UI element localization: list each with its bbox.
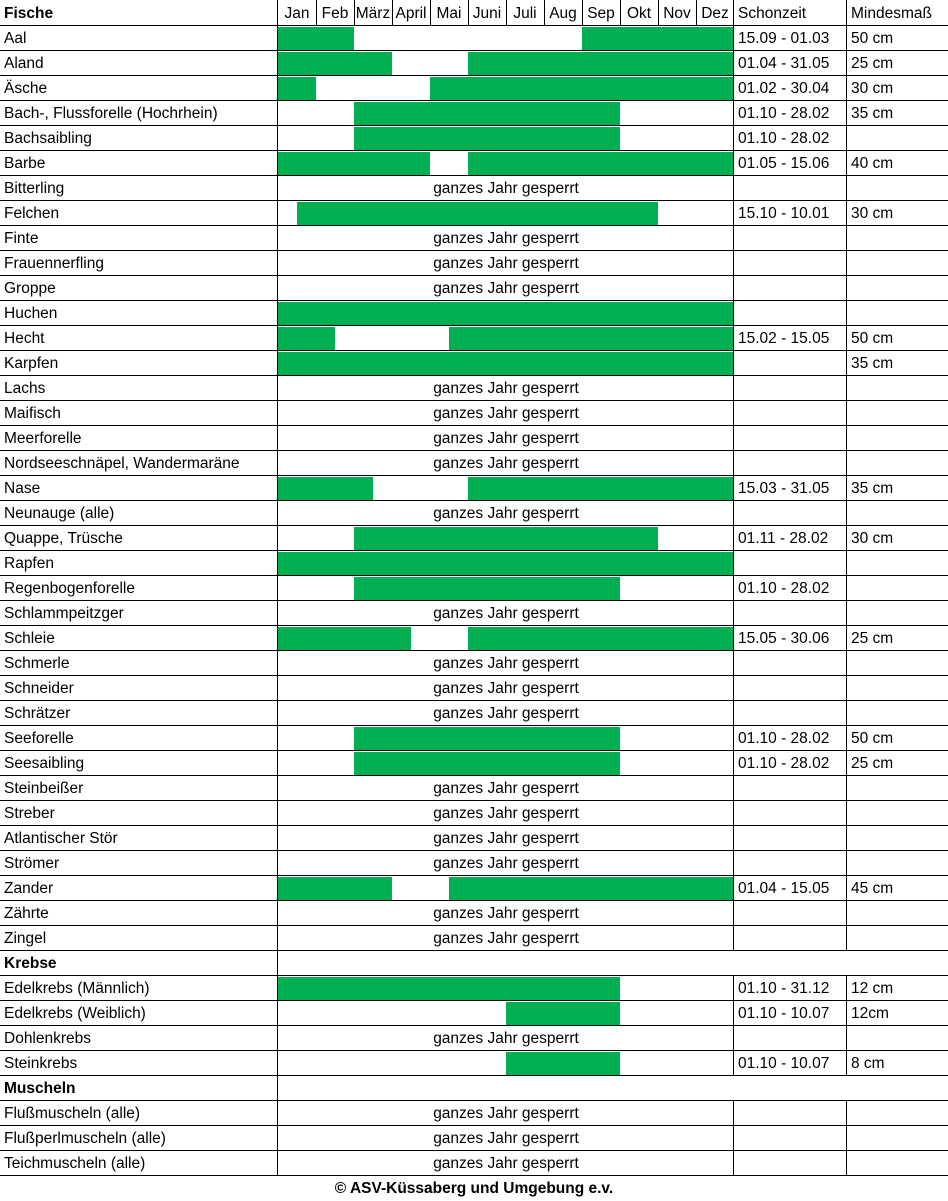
schonzeit-value: 15.03 - 31.05 [738, 480, 830, 497]
open-season-bar [278, 302, 734, 326]
fish-name: Aal [4, 30, 27, 47]
open-season-bar [468, 52, 734, 76]
fish-name: Steinbeißer [4, 780, 84, 797]
fish-name: Barbe [4, 155, 46, 172]
grid-line-h [0, 1150, 948, 1151]
grid-line-h [0, 225, 948, 226]
closed-year-label: ganzes Jahr gesperrt [433, 280, 579, 297]
grid-line-v [506, 0, 507, 26]
open-season-bar [468, 152, 734, 176]
grid-line-h [0, 700, 948, 701]
open-season-bar [506, 1052, 620, 1076]
open-season-bar [278, 327, 335, 351]
fish-name: Bachsaibling [4, 130, 92, 147]
grid-line-v [544, 0, 545, 26]
mindestmass-value [847, 401, 948, 426]
fish-name: Zander [4, 880, 54, 897]
month-header: Juni [472, 5, 502, 22]
grid-line-h [0, 150, 948, 151]
grid-line-v [658, 0, 659, 26]
schonzeit-value: 01.10 - 28.02 [738, 730, 830, 747]
mindestmass-value: 45 cm [851, 880, 894, 897]
grid-line-h [0, 250, 948, 251]
schonzeit-value: 01.10 - 28.02 [738, 755, 830, 772]
closed-year-label: ganzes Jahr gesperrt [433, 380, 579, 397]
open-season-bar [430, 77, 734, 101]
schonzeit-value [734, 801, 847, 826]
mindestmass-value [847, 826, 948, 851]
schonzeit-value [734, 926, 847, 951]
fish-name: Bitterling [4, 180, 65, 197]
closed-year-label: ganzes Jahr gesperrt [433, 430, 579, 447]
schonzeit-value: 01.05 - 15.06 [738, 155, 830, 172]
grid-line-h [0, 400, 948, 401]
schonzeit-value [734, 601, 847, 626]
closed-year-label: ganzes Jahr gesperrt [433, 1105, 579, 1122]
closed-year-label: ganzes Jahr gesperrt [433, 605, 579, 622]
grid-line-v [354, 0, 355, 26]
fish-name: Frauennerfling [4, 255, 104, 272]
schonzeit-value [734, 901, 847, 926]
mindestmass-value: 25 cm [851, 630, 894, 647]
schonzeit-value: 15.10 - 10.01 [738, 205, 830, 222]
grid-line-h [0, 100, 948, 101]
open-season-bar [278, 877, 392, 901]
grid-line-h [0, 275, 948, 276]
month-header: Feb [321, 5, 349, 22]
mindestmass-value [847, 301, 948, 326]
month-header: Juli [513, 5, 537, 22]
grid-line-v [846, 0, 847, 1176]
fish-name: Aland [4, 55, 44, 72]
open-season-bar [354, 577, 620, 601]
mindestmass-value [847, 1126, 948, 1151]
fish-name: Flußmuscheln (alle) [4, 1105, 141, 1122]
fish-name: Seeforelle [4, 730, 74, 747]
fish-name: Meerforelle [4, 430, 82, 447]
fish-name: Schrätzer [4, 705, 71, 722]
mindestmass-value [847, 1151, 948, 1176]
section-heading: Krebse [4, 955, 57, 972]
mindestmass-value: 50 cm [851, 330, 894, 347]
grid-line-h [0, 1100, 948, 1101]
grid-line-v [696, 0, 697, 26]
schonzeit-value [734, 551, 847, 576]
fish-name: Huchen [4, 305, 58, 322]
open-season-bar [354, 127, 620, 151]
fish-name: Seesaibling [4, 755, 85, 772]
fish-name: Streber [4, 805, 55, 822]
closed-year-label: ganzes Jahr gesperrt [433, 405, 579, 422]
grid-line-h [0, 900, 948, 901]
schonzeit-value: 01.10 - 10.07 [738, 1005, 830, 1022]
section-row-fill [278, 951, 948, 975]
fish-name: Schmerle [4, 655, 70, 672]
month-header: März [355, 5, 391, 22]
schonzeit-value [734, 651, 847, 676]
section-row-fill [278, 1076, 948, 1100]
header-fische: Fische [4, 5, 54, 22]
mindestmass-value: 35 cm [851, 480, 894, 497]
mindestmass-value [847, 551, 948, 576]
grid-line-v [620, 0, 621, 26]
mindestmass-value [847, 926, 948, 951]
fish-name: Steinkrebs [4, 1055, 78, 1072]
mindestmass-value [847, 601, 948, 626]
grid-line-h [0, 875, 948, 876]
mindestmass-value [847, 651, 948, 676]
grid-line-h [0, 975, 948, 976]
mindestmass-value: 30 cm [851, 205, 894, 222]
fish-name: Karpfen [4, 355, 59, 372]
closed-year-label: ganzes Jahr gesperrt [433, 180, 579, 197]
mindestmass-value: 30 cm [851, 530, 894, 547]
mindestmass-value: 35 cm [851, 355, 894, 372]
fish-name: Strömer [4, 855, 60, 872]
closed-year-label: ganzes Jahr gesperrt [433, 855, 579, 872]
grid-line-h [0, 750, 948, 751]
header-mindestmass: Mindesmaß [851, 5, 932, 22]
schonzeit-value: 15.05 - 30.06 [738, 630, 830, 647]
fish-name: Teichmuscheln (alle) [4, 1155, 146, 1172]
schonzeit-value [734, 276, 847, 301]
mindestmass-value [847, 276, 948, 301]
copyright-footer: © ASV-Küssaberg und Umgebung e.v. [334, 1180, 614, 1197]
grid-line-h [0, 800, 948, 801]
grid-line-h [0, 75, 948, 76]
mindestmass-value [847, 1101, 948, 1126]
schonzeit-value [734, 1151, 847, 1176]
fish-name: Nordseeschnäpel, Wandermaräne [4, 455, 240, 472]
grid-line-h [0, 325, 948, 326]
schonzeit-value: 01.10 - 10.07 [738, 1055, 830, 1072]
grid-line-h [0, 175, 948, 176]
schonzeit-value [734, 826, 847, 851]
month-header: Okt [626, 5, 652, 22]
closed-year-label: ganzes Jahr gesperrt [433, 930, 579, 947]
header-schonzeit: Schonzeit [738, 5, 807, 22]
open-season-bar [506, 1002, 620, 1026]
month-header: Nov [663, 5, 691, 22]
mindestmass-value: 30 cm [851, 80, 894, 97]
grid-line-h [0, 675, 948, 676]
closed-year-label: ganzes Jahr gesperrt [433, 1155, 579, 1172]
mindestmass-value [847, 501, 948, 526]
mindestmass-value: 50 cm [851, 30, 894, 47]
fish-name: Flußperlmuscheln (alle) [4, 1130, 166, 1147]
fish-name: Nase [4, 480, 41, 497]
grid-line-h [0, 1000, 948, 1001]
grid-line-v [392, 0, 393, 26]
schonzeit-value: 01.10 - 31.12 [738, 980, 830, 997]
schonzeit-value [734, 1126, 847, 1151]
mindestmass-value: 40 cm [851, 155, 894, 172]
schonzeit-value: 15.02 - 15.05 [738, 330, 830, 347]
closed-year-label: ganzes Jahr gesperrt [433, 655, 579, 672]
open-season-bar [297, 202, 658, 226]
open-season-bar [278, 552, 734, 576]
open-season-bar [468, 627, 734, 651]
grid-line-v [277, 0, 278, 1176]
closed-year-label: ganzes Jahr gesperrt [433, 780, 579, 797]
section-heading: Muscheln [4, 1080, 76, 1097]
schonzeit-value: 01.10 - 28.02 [738, 580, 830, 597]
month-header: Dez [701, 5, 729, 22]
grid-line-v [430, 0, 431, 26]
mindestmass-value [847, 901, 948, 926]
fish-name: Finte [4, 230, 39, 247]
month-header: Aug [549, 5, 577, 22]
mindestmass-value: 50 cm [851, 730, 894, 747]
grid-line-h [0, 125, 948, 126]
schonzeit-value [734, 851, 847, 876]
grid-line-v [733, 0, 734, 1176]
grid-line-h [0, 725, 948, 726]
closed-year-label: ganzes Jahr gesperrt [433, 1130, 579, 1147]
mindestmass-value: 25 cm [851, 755, 894, 772]
schonzeit-value: 01.11 - 28.02 [738, 530, 829, 547]
schonzeit-value [734, 226, 847, 251]
mindestmass-value [847, 226, 948, 251]
open-season-bar [278, 477, 373, 501]
grid-line-h [0, 425, 948, 426]
schonzeit-value [734, 776, 847, 801]
grid-line-h [0, 350, 948, 351]
schonzeit-value [734, 451, 847, 476]
grid-line-h [0, 450, 948, 451]
fish-name: Schneider [4, 680, 74, 697]
grid-line-h [0, 850, 948, 851]
grid-line-h [0, 575, 948, 576]
fish-name: Neunauge (alle) [4, 505, 115, 522]
fish-name: Dohlenkrebs [4, 1030, 92, 1047]
grid-line-h [0, 775, 948, 776]
grid-line-v [468, 0, 469, 26]
fish-name: Rapfen [4, 555, 54, 572]
open-season-bar [278, 152, 430, 176]
grid-line-h [0, 375, 948, 376]
closed-year-label: ganzes Jahr gesperrt [433, 805, 579, 822]
mindestmass-value [847, 426, 948, 451]
schonzeit-value [734, 676, 847, 701]
fish-name: Schleie [4, 630, 55, 647]
fish-name: Bach-, Flussforelle (Hochrhein) [4, 105, 218, 122]
closed-year-label: ganzes Jahr gesperrt [433, 455, 579, 472]
grid-line-h [0, 1025, 948, 1026]
mindestmass-value: 8 cm [851, 1055, 885, 1072]
schonzeit-value: 01.10 - 28.02 [738, 130, 830, 147]
grid-line-h [0, 500, 948, 501]
mindestmass-value: 12cm [851, 1005, 889, 1022]
grid-line-h [0, 600, 948, 601]
grid-line-h [0, 550, 948, 551]
fish-name: Quappe, Trüsche [4, 530, 123, 547]
open-season-bar [354, 752, 620, 776]
grid-line-h [0, 25, 948, 26]
closed-year-label: ganzes Jahr gesperrt [433, 255, 579, 272]
mindestmass-value [847, 176, 948, 201]
fish-name: Hecht [4, 330, 45, 347]
fish-name: Äsche [4, 80, 48, 97]
grid-line-v [582, 0, 583, 26]
closed-year-label: ganzes Jahr gesperrt [433, 905, 579, 922]
schonzeit-value [734, 501, 847, 526]
open-season-bar [449, 327, 734, 351]
month-header: Sep [587, 5, 615, 22]
mindestmass-value [847, 576, 948, 601]
fish-name: Maifisch [4, 405, 61, 422]
mindestmass-value [847, 851, 948, 876]
schonzeit-value [734, 351, 847, 376]
schonzeit-value: 01.04 - 15.05 [738, 880, 830, 897]
grid-line-h [0, 50, 948, 51]
grid-line-h [0, 1125, 948, 1126]
open-season-bar [278, 627, 411, 651]
mindestmass-value [847, 376, 948, 401]
mindestmass-value [847, 701, 948, 726]
fish-name: Atlantischer Stör [4, 830, 118, 847]
fish-name: Regenbogenforelle [4, 580, 135, 597]
schonzeit-value: 15.09 - 01.03 [738, 30, 830, 47]
mindestmass-value [847, 801, 948, 826]
closed-year-label: ganzes Jahr gesperrt [433, 680, 579, 697]
schonzeit-value: 01.10 - 28.02 [738, 105, 830, 122]
grid-line-h [0, 925, 948, 926]
open-season-bar [354, 727, 620, 751]
fish-name: Groppe [4, 280, 56, 297]
grid-line-h [0, 475, 948, 476]
schonzeit-value [734, 376, 847, 401]
open-season-bar [278, 27, 354, 51]
fish-name: Edelkrebs (Weiblich) [4, 1005, 146, 1022]
schonzeit-value [734, 301, 847, 326]
fish-name: Felchen [4, 205, 60, 222]
fish-name: Zingel [4, 930, 47, 947]
open-season-bar [278, 977, 620, 1001]
open-season-bar [278, 352, 734, 376]
grid-line-h [0, 625, 948, 626]
grid-line-v [316, 0, 317, 26]
schonzeit-value [734, 401, 847, 426]
mindestmass-value: 35 cm [851, 105, 894, 122]
closed-year-label: ganzes Jahr gesperrt [433, 230, 579, 247]
mindestmass-value [847, 676, 948, 701]
month-header: Jan [284, 5, 310, 22]
open-season-bar [278, 77, 316, 101]
mindestmass-value: 25 cm [851, 55, 894, 72]
open-season-bar [278, 52, 392, 76]
schonzeit-value [734, 251, 847, 276]
schonzeit-value [734, 701, 847, 726]
closed-year-label: ganzes Jahr gesperrt [433, 705, 579, 722]
closed-year-label: ganzes Jahr gesperrt [433, 1030, 579, 1047]
mindestmass-value [847, 251, 948, 276]
fish-name: Zährte [4, 905, 49, 922]
schonzeit-value: 01.02 - 30.04 [738, 80, 830, 97]
open-season-bar [354, 102, 620, 126]
grid-line-h [0, 300, 948, 301]
fish-name: Lachs [4, 380, 46, 397]
grid-line-h [0, 1050, 948, 1051]
fish-name: Edelkrebs (Männlich) [4, 980, 150, 997]
grid-line-h [0, 200, 948, 201]
mindestmass-value [847, 1026, 948, 1051]
closed-year-label: ganzes Jahr gesperrt [433, 505, 579, 522]
grid-line-h [0, 525, 948, 526]
grid-line-h [0, 650, 948, 651]
open-season-bar [582, 27, 734, 51]
month-header: Mai [436, 5, 462, 22]
mindestmass-value: 12 cm [851, 980, 894, 997]
mindestmass-value [847, 776, 948, 801]
open-season-bar [468, 477, 734, 501]
fish-name: Schlammpeitzger [4, 605, 124, 622]
schonzeit-value [734, 1101, 847, 1126]
schonzeit-value [734, 1026, 847, 1051]
schonzeit-value [734, 426, 847, 451]
schonzeit-value: 01.04 - 31.05 [738, 55, 830, 72]
grid-line-h [0, 825, 948, 826]
mindestmass-value [847, 126, 948, 151]
closed-year-label: ganzes Jahr gesperrt [433, 830, 579, 847]
schonzeit-value [734, 176, 847, 201]
open-season-bar [449, 877, 734, 901]
open-season-bar [354, 527, 658, 551]
mindestmass-value [847, 451, 948, 476]
month-header: April [395, 5, 427, 22]
